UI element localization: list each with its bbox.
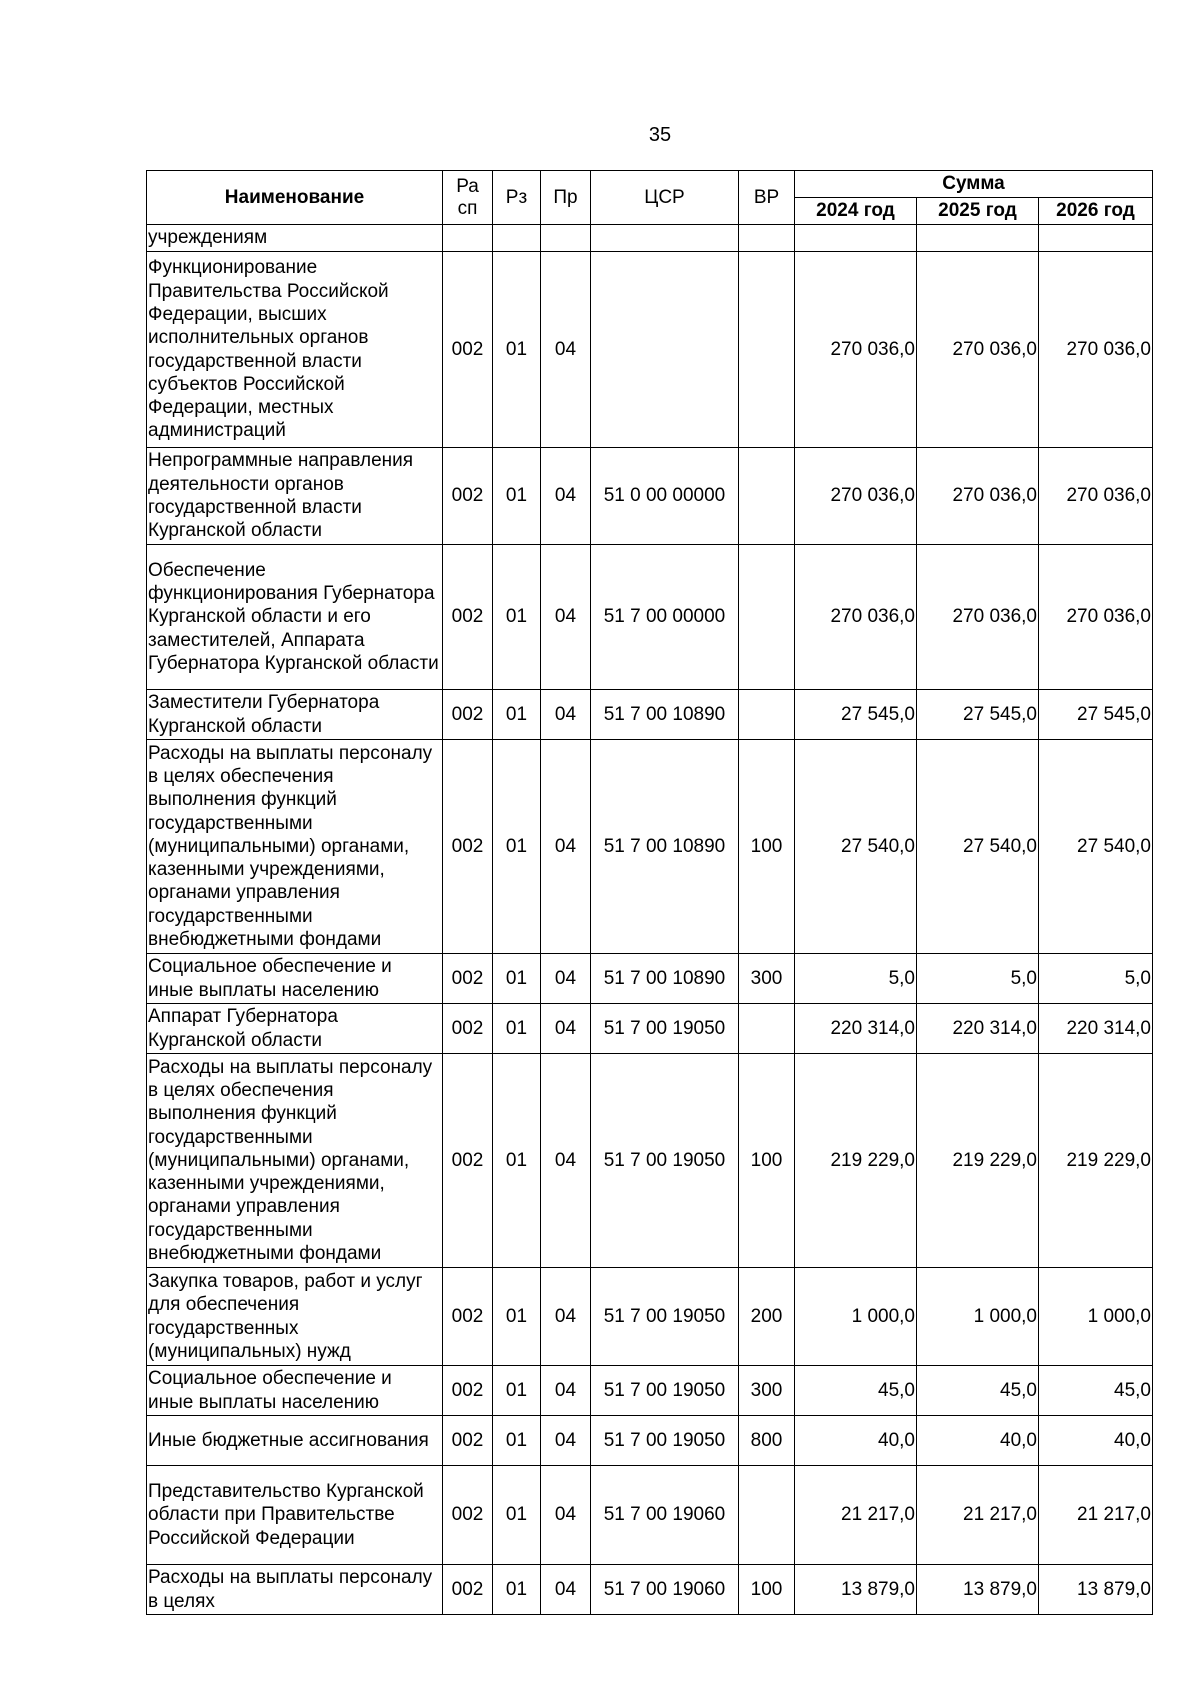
cell-csr: 51 0 00 00000 [591, 448, 739, 545]
header-rasp: Ра сп [443, 171, 493, 225]
cell-rz: 01 [493, 1268, 541, 1366]
cell-2025: 270 036,0 [917, 252, 1039, 448]
cell-name: Представительство Курганской области при Правительстве Российской Федерации [147, 1466, 443, 1565]
cell-pr [541, 225, 591, 252]
cell-2026: 270 036,0 [1039, 252, 1153, 448]
cell-2024: 270 036,0 [795, 448, 917, 545]
cell-name: Расходы на выплаты персоналу в целях [147, 1565, 443, 1615]
cell-2024: 5,0 [795, 954, 917, 1004]
cell-2026: 13 879,0 [1039, 1565, 1153, 1615]
cell-name: Социальное обеспечение и иные выплаты населению [147, 1366, 443, 1416]
cell-csr: 51 7 00 19050 [591, 1268, 739, 1366]
cell-2026: 27 540,0 [1039, 740, 1153, 954]
cell-csr: 51 7 00 00000 [591, 545, 739, 690]
cell-rz: 01 [493, 1416, 541, 1466]
cell-pr: 04 [541, 1416, 591, 1466]
cell-rz: 01 [493, 954, 541, 1004]
cell-rz: 01 [493, 1565, 541, 1615]
table-row [147, 1366, 1153, 1416]
header-year-2024: 2024 год [795, 198, 917, 225]
cell-rz: 01 [493, 1366, 541, 1416]
cell-2025: 220 314,0 [917, 1004, 1039, 1054]
cell-pr: 04 [541, 1565, 591, 1615]
cell-name: Функционирование Правительства Российской Федерации, высших исполнительных органов государственной власти субъектов Российской Федерации, местных администраций [147, 252, 443, 448]
cell-2026: 45,0 [1039, 1366, 1153, 1416]
cell-pr: 04 [541, 1268, 591, 1366]
cell-rz [493, 225, 541, 252]
cell-rasp: 002 [443, 1268, 493, 1366]
cell-csr: 51 7 00 10890 [591, 740, 739, 954]
cell-csr: 51 7 00 19060 [591, 1565, 739, 1615]
cell-vr: 100 [739, 1054, 795, 1268]
cell-rz: 01 [493, 545, 541, 690]
cell-name: Закупка товаров, работ и услуг для обеспечения государственных (муниципальных) нужд [147, 1268, 443, 1366]
table-row [147, 448, 1153, 545]
cell-2024: 45,0 [795, 1366, 917, 1416]
cell-csr: 51 7 00 10890 [591, 954, 739, 1004]
cell-2026: 1 000,0 [1039, 1268, 1153, 1366]
cell-name: Иные бюджетные ассигнования [147, 1416, 443, 1466]
cell-2025: 40,0 [917, 1416, 1039, 1466]
header-csr: ЦСР [591, 171, 739, 225]
cell-vr [739, 545, 795, 690]
cell-2026: 21 217,0 [1039, 1466, 1153, 1565]
cell-csr: 51 7 00 19050 [591, 1004, 739, 1054]
cell-pr: 04 [541, 954, 591, 1004]
cell-rz: 01 [493, 1054, 541, 1268]
cell-2026 [1039, 225, 1153, 252]
cell-rz: 01 [493, 448, 541, 545]
cell-name: Обеспечение функционирования Губернатора Курганской области и его заместителей, Аппарата Губернатора Курганской области [147, 545, 443, 690]
cell-vr: 800 [739, 1416, 795, 1466]
cell-rasp: 002 [443, 954, 493, 1004]
cell-rasp: 002 [443, 1366, 493, 1416]
table-row [147, 1054, 1153, 1268]
cell-pr: 04 [541, 690, 591, 740]
header-vr: ВР [739, 171, 795, 225]
page-number: 35 [648, 124, 672, 146]
cell-2026: 219 229,0 [1039, 1054, 1153, 1268]
cell-2026: 27 545,0 [1039, 690, 1153, 740]
table-row [147, 1416, 1153, 1466]
cell-2026: 220 314,0 [1039, 1004, 1153, 1054]
cell-2024: 1 000,0 [795, 1268, 917, 1366]
cell-vr [739, 225, 795, 252]
cell-2024 [795, 225, 917, 252]
cell-pr: 04 [541, 1054, 591, 1268]
cell-2024: 21 217,0 [795, 1466, 917, 1565]
cell-csr [591, 225, 739, 252]
table-row [147, 1565, 1153, 1615]
cell-2025: 5,0 [917, 954, 1039, 1004]
table-row [147, 252, 1153, 448]
cell-csr: 51 7 00 19050 [591, 1054, 739, 1268]
cell-vr [739, 1466, 795, 1565]
cell-name: учреждениям [147, 225, 443, 252]
cell-2025: 27 545,0 [917, 690, 1039, 740]
table-body [147, 225, 1153, 1615]
cell-name: Расходы на выплаты персоналу в целях обеспечения выполнения функций государственными (муниципальными) органами, казенными учреждениями, органами управления государственными внебюджетными фондами [147, 740, 443, 954]
cell-2025: 270 036,0 [917, 545, 1039, 690]
cell-vr [739, 1004, 795, 1054]
cell-2026: 40,0 [1039, 1416, 1153, 1466]
cell-2024: 27 540,0 [795, 740, 917, 954]
cell-name: Аппарат Губернатора Курганской области [147, 1004, 443, 1054]
cell-vr [739, 448, 795, 545]
cell-2025: 45,0 [917, 1366, 1039, 1416]
cell-2024: 40,0 [795, 1416, 917, 1466]
cell-2024: 220 314,0 [795, 1004, 917, 1054]
cell-rasp: 002 [443, 252, 493, 448]
cell-csr [591, 252, 739, 448]
cell-rz: 01 [493, 690, 541, 740]
table-row [147, 1268, 1153, 1366]
cell-name: Заместители Губернатора Курганской области [147, 690, 443, 740]
cell-csr: 51 7 00 10890 [591, 690, 739, 740]
cell-pr: 04 [541, 740, 591, 954]
cell-pr: 04 [541, 448, 591, 545]
header-year-2025: 2025 год [917, 198, 1039, 225]
cell-2026: 270 036,0 [1039, 545, 1153, 690]
cell-rasp: 002 [443, 1004, 493, 1054]
cell-pr: 04 [541, 545, 591, 690]
cell-rasp: 002 [443, 690, 493, 740]
table-row [147, 740, 1153, 954]
cell-2024: 27 545,0 [795, 690, 917, 740]
cell-2024: 270 036,0 [795, 545, 917, 690]
cell-vr [739, 252, 795, 448]
cell-2024: 13 879,0 [795, 1565, 917, 1615]
cell-name: Непрограммные направления деятельности органов государственной власти Курганской области [147, 448, 443, 545]
table-row [147, 690, 1153, 740]
cell-pr: 04 [541, 1004, 591, 1054]
header-rz: Рз [493, 171, 541, 225]
cell-vr: 300 [739, 954, 795, 1004]
cell-rasp [443, 225, 493, 252]
cell-rasp: 002 [443, 448, 493, 545]
cell-pr: 04 [541, 252, 591, 448]
cell-csr: 51 7 00 19050 [591, 1416, 739, 1466]
cell-rasp: 002 [443, 1054, 493, 1268]
cell-rasp: 002 [443, 740, 493, 954]
header-year-2026: 2026 год [1039, 198, 1153, 225]
table-row [147, 225, 1153, 252]
table-row [147, 954, 1153, 1004]
cell-rasp: 002 [443, 1466, 493, 1565]
cell-vr: 300 [739, 1366, 795, 1416]
table-row [147, 545, 1153, 690]
table-row [147, 1466, 1153, 1565]
header-name: Наименование [147, 171, 443, 225]
cell-csr: 51 7 00 19050 [591, 1366, 739, 1416]
cell-vr: 200 [739, 1268, 795, 1366]
cell-rasp: 002 [443, 545, 493, 690]
cell-2025: 27 540,0 [917, 740, 1039, 954]
cell-csr: 51 7 00 19060 [591, 1466, 739, 1565]
cell-2026: 270 036,0 [1039, 448, 1153, 545]
cell-vr [739, 690, 795, 740]
cell-2025: 1 000,0 [917, 1268, 1039, 1366]
header-sum: Сумма [795, 171, 1153, 198]
cell-name: Социальное обеспечение и иные выплаты населению [147, 954, 443, 1004]
cell-2026: 5,0 [1039, 954, 1153, 1004]
cell-2024: 219 229,0 [795, 1054, 917, 1268]
header-pr: Пр [541, 171, 591, 225]
cell-2025 [917, 225, 1039, 252]
cell-2025: 270 036,0 [917, 448, 1039, 545]
cell-name: Расходы на выплаты персоналу в целях обеспечения выполнения функций государственными (муниципальными) органами, казенными учреждениями, органами управления государственными внебюджетными фондами [147, 1054, 443, 1268]
cell-rz: 01 [493, 740, 541, 954]
cell-2025: 13 879,0 [917, 1565, 1039, 1615]
cell-pr: 04 [541, 1466, 591, 1565]
table-row [147, 1004, 1153, 1054]
cell-rz: 01 [493, 1466, 541, 1565]
cell-rz: 01 [493, 1004, 541, 1054]
cell-rz: 01 [493, 252, 541, 448]
cell-vr: 100 [739, 1565, 795, 1615]
cell-pr: 04 [541, 1366, 591, 1416]
cell-vr: 100 [739, 740, 795, 954]
cell-2025: 219 229,0 [917, 1054, 1039, 1268]
cell-2024: 270 036,0 [795, 252, 917, 448]
cell-rasp: 002 [443, 1565, 493, 1615]
budget-table [146, 170, 1153, 1615]
cell-2025: 21 217,0 [917, 1466, 1039, 1565]
cell-rasp: 002 [443, 1416, 493, 1466]
